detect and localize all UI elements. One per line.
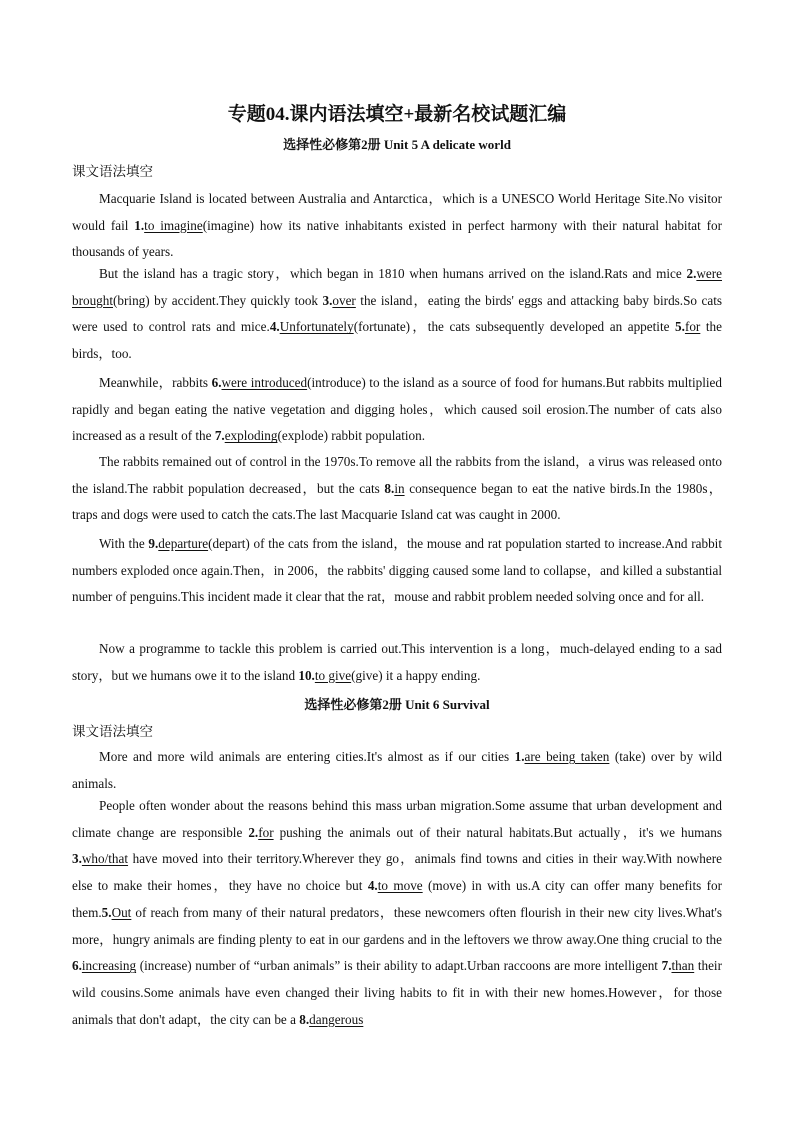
answer-text: Out bbox=[111, 904, 132, 920]
blank-number: 4. bbox=[367, 878, 378, 894]
paragraph bbox=[72, 261, 722, 368]
text-run: (increase) number of “urban animals” is their ability to adapt.Urban raccoons are more intelligent bbox=[136, 958, 662, 974]
text-run: (move) in with us.A city can offer many benefits for them. bbox=[72, 878, 723, 920]
answer-text: increasing bbox=[81, 958, 137, 974]
blank-number: 7. bbox=[661, 958, 672, 974]
paragraph bbox=[72, 744, 722, 797]
answer-text: were brought bbox=[72, 266, 722, 308]
text-run: of reach from many of their natural predators，these newcomers often flourish in their new city lives.What's more，hungry animals are finding plenty to eat in our gardens and in the leftovers we throw away.One thing crucial to the bbox=[72, 904, 722, 947]
paragraph bbox=[72, 186, 722, 266]
text-run: Meanwhile，rabbits bbox=[99, 375, 212, 390]
text-run: their wild cousins.Some animals have even changed their living habits to fit in with their new homes.However，for those animals that don't adapt，the city can be a bbox=[72, 958, 722, 1027]
text-run: pushing the animals out of their natural habitats.But actually，it's we humans bbox=[273, 824, 722, 840]
text-run: the island，eating the birds' eggs and attacking baby birds.So cats were used to control rats and mice. bbox=[72, 292, 722, 335]
text-run: (imagine) how its native inhabitants existed in perfect harmony with their natural habitat for thousands of years. bbox=[72, 217, 722, 260]
answer-text: Unfortunately bbox=[279, 319, 354, 335]
answer-text: over bbox=[332, 292, 356, 308]
text-run: (bring) by accident.They quickly took bbox=[113, 292, 323, 308]
answer-text: to move bbox=[377, 878, 423, 894]
text-run: consequence began to eat the native birds.In the 1980s，traps and dogs were used to catch the cats.The last Macquarie Island cat was caught in 2000. bbox=[72, 480, 722, 523]
answer-text: departure bbox=[158, 536, 209, 551]
text-run: (take) over by wild animals. bbox=[72, 749, 722, 791]
paragraph bbox=[72, 370, 722, 450]
blank-number: 7. bbox=[214, 428, 225, 444]
answer-text: exploding bbox=[224, 428, 278, 444]
blank-number: 3. bbox=[322, 292, 333, 308]
text-run: the birds，too. bbox=[72, 319, 723, 362]
section-heading-unit6: 选择性必修第2册 Unit 6 Survival bbox=[304, 697, 490, 712]
paragraph bbox=[72, 449, 722, 529]
blank-number: 10. bbox=[298, 667, 315, 683]
answer-text: dangerous bbox=[309, 1011, 364, 1027]
blank-number: 4. bbox=[269, 319, 280, 335]
text-run: People often wonder about the reasons behind this mass urban migration.Some assume that urban development and climate change are responsible bbox=[72, 798, 722, 840]
paragraph bbox=[72, 793, 722, 1033]
text-run: (introduce) to the island as a source of food for humans.But rabbits multiplied rapidly and began eating the native vegetation and digging holes，which caused soil erosion.The number of cats also increased as a result of the bbox=[72, 375, 722, 444]
text-run: The rabbits remained out of control in the 1970s.To remove all the rabbits from the island，a virus was released onto the island.The rabbit population decreased，but the cats bbox=[72, 454, 722, 496]
text-run: Now a programme to tackle this problem is carried out.This intervention is a long，much-delayed ending to a sad story，but we humans owe it to the island bbox=[72, 641, 722, 683]
text-run: (depart) of the cats from the island，the mouse and rat population started to increase.And rabbit numbers exploded once again.Then，in 2006，the rabbits' digging caused some land to collapse，and killed a substantial number of penguins.This incident made it clear that the rat，mouse and rabbit problem needed solving once and for all. bbox=[72, 536, 722, 605]
page-title: 专题04.课内语法填空+最新名校试题汇编 bbox=[227, 104, 567, 125]
blank-number: 2. bbox=[248, 824, 259, 840]
answer-text: for bbox=[258, 824, 274, 840]
answer-text: for bbox=[684, 319, 701, 335]
text-run: With the bbox=[99, 536, 149, 551]
blank-number: 5. bbox=[675, 319, 685, 335]
blank-number: 1. bbox=[514, 749, 525, 764]
blank-number: 2. bbox=[686, 266, 697, 281]
blank-number: 1. bbox=[134, 217, 145, 233]
section-heading-unit5: 选择性必修第2册 Unit 5 A delicate world bbox=[283, 137, 511, 152]
blank-number: 9. bbox=[148, 536, 159, 551]
blank-number: 8. bbox=[299, 1011, 310, 1027]
blank-number: 8. bbox=[384, 480, 395, 496]
blank-number: 3. bbox=[72, 851, 82, 867]
answer-text: than bbox=[671, 958, 695, 974]
answer-text: in bbox=[394, 480, 405, 496]
answer-text: who/that bbox=[81, 851, 129, 867]
paragraph bbox=[72, 531, 722, 611]
answer-text: were introduced bbox=[221, 375, 308, 390]
text-run: (give) it a happy ending. bbox=[351, 667, 481, 683]
text-run: (explode) rabbit population. bbox=[277, 428, 426, 444]
answer-text: to imagine bbox=[144, 217, 203, 233]
answer-text: are being taken bbox=[524, 749, 610, 764]
section-label-unit5: 课文语法填空 bbox=[72, 164, 153, 179]
paragraph bbox=[72, 636, 722, 689]
section-label-unit6: 课文语法填空 bbox=[72, 724, 153, 739]
text-run: (fortunate)，the cats subsequently developed an appetite bbox=[353, 319, 676, 335]
text-run: Macquarie Island is located between Australia and Antarctica，which is a UNESCO World Heritage Site.No visitor would fail bbox=[72, 191, 722, 233]
blank-number: 5. bbox=[101, 904, 112, 920]
text-run: have moved into their territory.Wherever they go，animals find towns and cities in their way.With nowhere else to make their homes，they have no choice but bbox=[72, 851, 722, 894]
text-run: But the island has a tragic story，which began in 1810 when humans arrived on the island.Rats and mice bbox=[99, 266, 687, 281]
answer-text: to give bbox=[314, 667, 352, 683]
blank-number: 6. bbox=[72, 958, 82, 974]
text-run: More and more wild animals are entering cities.It's almost as if our cities bbox=[99, 749, 515, 764]
blank-number: 6. bbox=[211, 375, 222, 390]
